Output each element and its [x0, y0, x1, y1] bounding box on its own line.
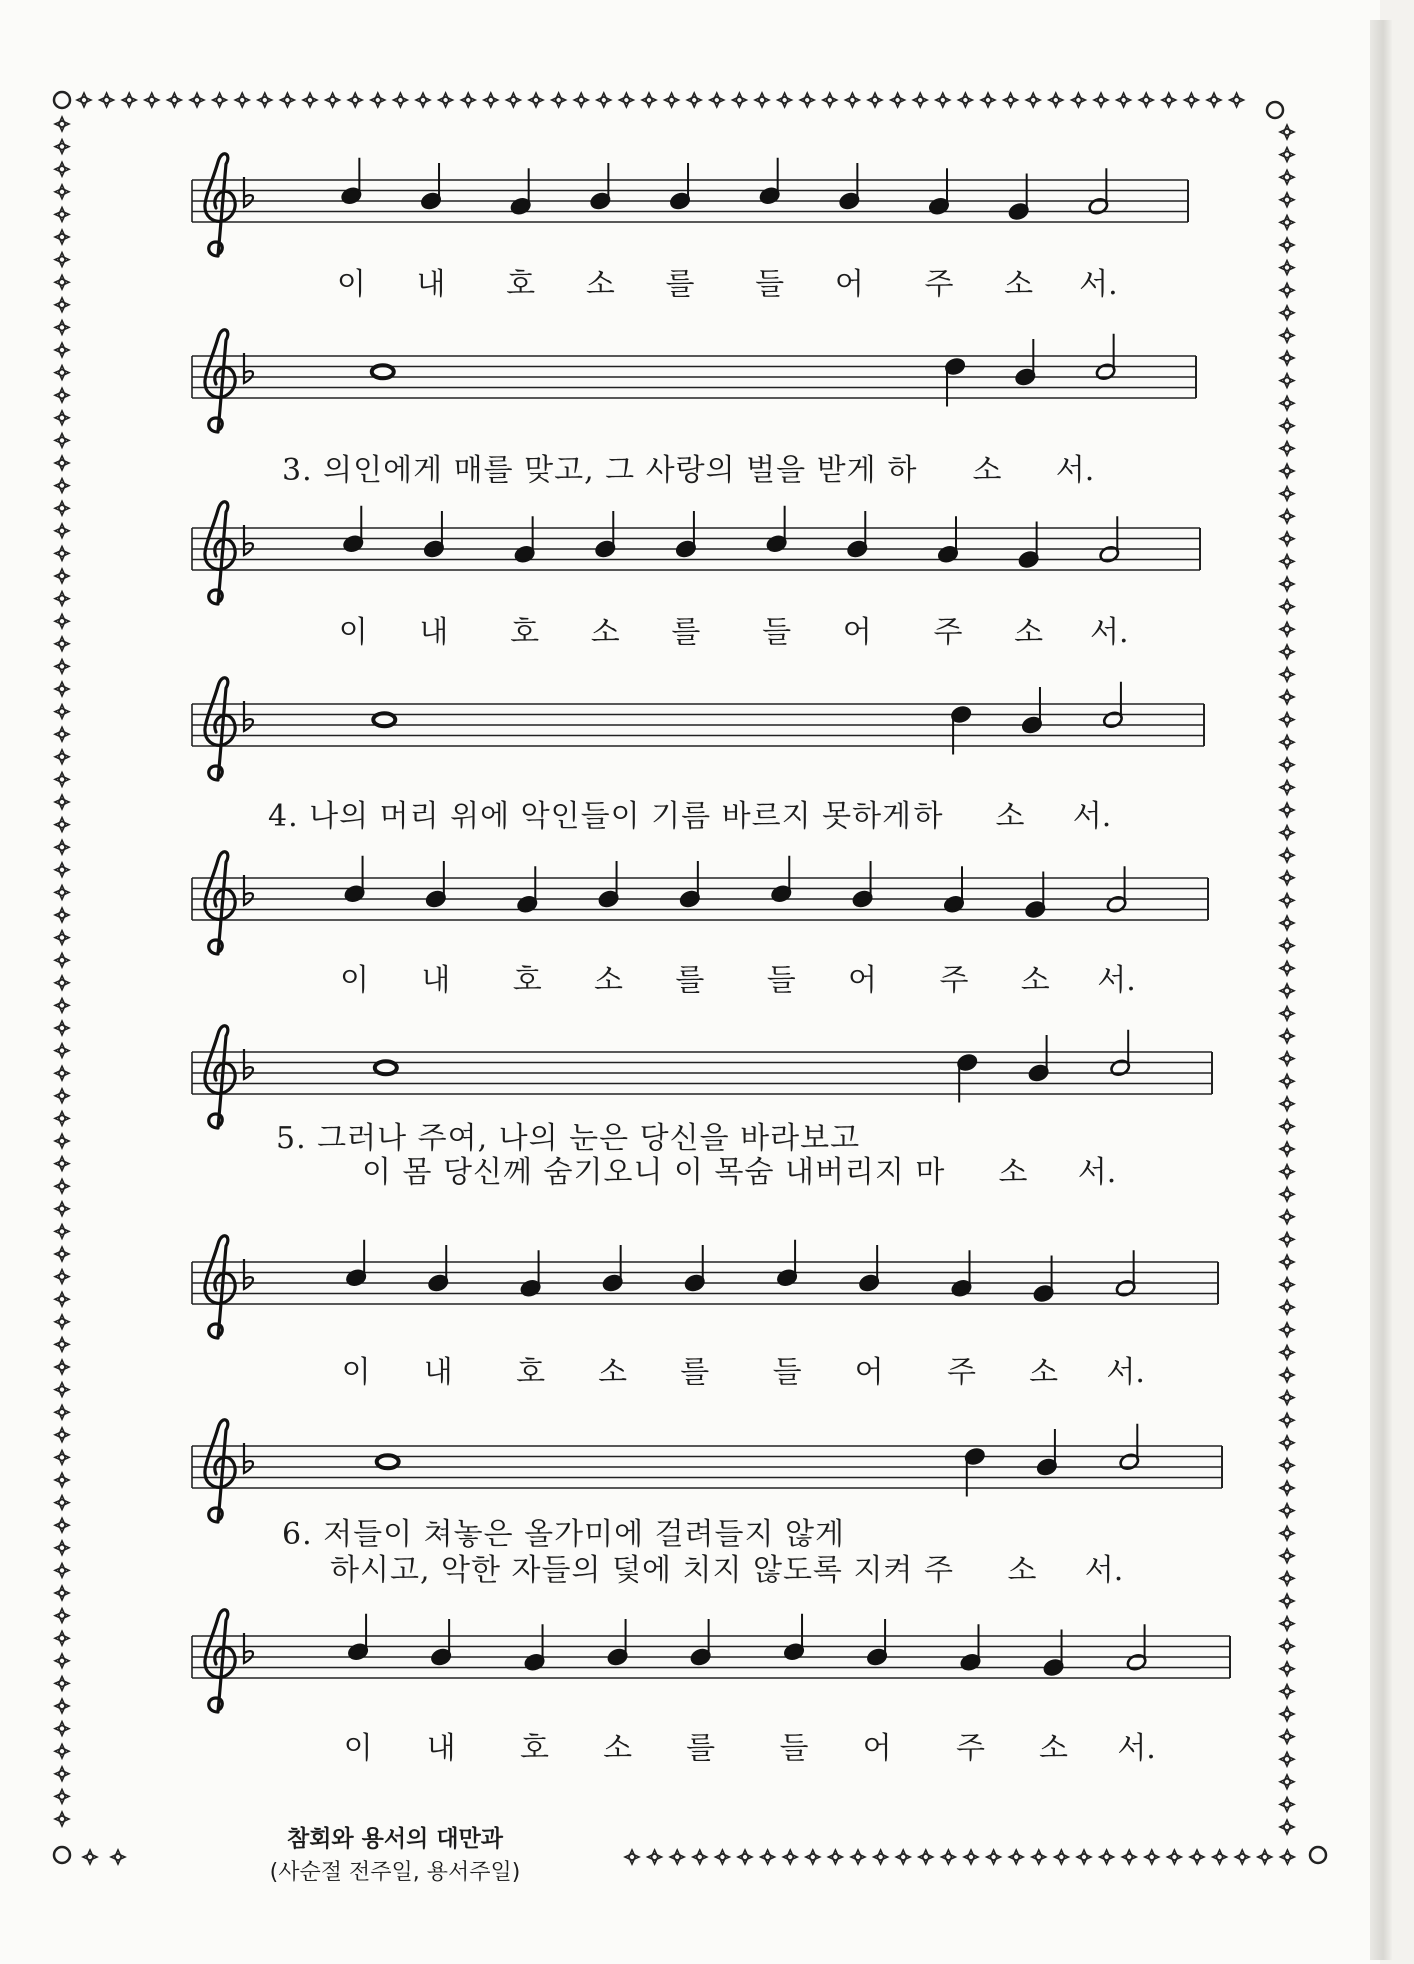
- quarter-note: [343, 506, 365, 553]
- half-note: [1095, 334, 1117, 381]
- refrain-syllable: 들: [766, 963, 796, 998]
- quarter-note: [858, 1245, 880, 1292]
- refrain-syllable: 서.: [1090, 615, 1129, 650]
- quarter-note: [595, 511, 617, 558]
- clef-treble-icon: [205, 502, 235, 604]
- refrain-syllable: 들: [755, 267, 785, 302]
- refrain-syllable: 소: [603, 1731, 633, 1766]
- refrain-syllable: 서.: [1117, 1731, 1156, 1766]
- staff: [192, 704, 1204, 746]
- quarter-note: [951, 1250, 973, 1297]
- refrain-syllable: 내: [416, 267, 446, 302]
- staff: [192, 1446, 1222, 1488]
- quarter-note: [602, 1245, 624, 1292]
- quarter-note: [759, 158, 781, 205]
- whole-note: [375, 1061, 397, 1074]
- verse-6-text-line2: [330, 1553, 954, 1588]
- quarter-note: [937, 516, 959, 563]
- verse-syllable: 서.: [1055, 453, 1095, 488]
- refrain-syllable: 어: [862, 1731, 892, 1766]
- refrain-syllable: 주: [933, 615, 963, 650]
- flat-sign-icon: [244, 1443, 253, 1473]
- refrain-syllable: 호: [516, 1355, 546, 1390]
- refrain-syllable: 소: [594, 963, 624, 998]
- refrain-syllable: 내: [419, 615, 449, 650]
- refrain-syllable: 이: [340, 963, 370, 998]
- verse-line: 저들이 쳐놓은 올가미에 걸려들지 않게: [323, 1517, 845, 1552]
- clef-treble-icon: [205, 1420, 235, 1522]
- quarter-note: [684, 1245, 706, 1292]
- refrain-syllable: 들: [762, 615, 792, 650]
- refrain-syllable: 서.: [1106, 1355, 1145, 1390]
- quarter-note: [950, 705, 972, 754]
- verse-syllable: 소: [998, 1155, 1028, 1190]
- quarter-note: [510, 168, 532, 215]
- refrain-syllable: 내: [426, 1731, 456, 1766]
- verse-5-text-line2: [362, 1155, 946, 1190]
- verse-6-text: [282, 1517, 845, 1552]
- verse-5-text: [276, 1121, 861, 1156]
- flat-sign-icon: [244, 1259, 253, 1289]
- quarter-note: [524, 1624, 546, 1671]
- refrain-syllable: 호: [520, 1731, 550, 1766]
- quarter-note: [669, 163, 691, 210]
- whole-note: [377, 1455, 399, 1468]
- quarter-note: [766, 506, 788, 553]
- quarter-note: [690, 1619, 712, 1666]
- quarter-note: [960, 1624, 982, 1671]
- quarter-note: [607, 1619, 629, 1666]
- quarter-note: [1028, 1035, 1050, 1082]
- refrain-syllable: 를: [671, 615, 701, 650]
- flat-sign-icon: [244, 525, 253, 555]
- clef-treble-icon: [205, 678, 235, 780]
- refrain-syllable: 들: [772, 1355, 802, 1390]
- flat-sign-icon: [244, 353, 253, 383]
- quarter-note: [944, 357, 966, 406]
- quarter-note: [866, 1619, 888, 1666]
- verse-line: 나의 머리 위에 악인들이 기름 바르지 못하게: [309, 799, 913, 834]
- footer-subtitle: (사순절 전주일, 용서주일): [269, 1860, 521, 1885]
- quarter-note: [1021, 687, 1043, 734]
- refrain-syllable: 내: [421, 963, 451, 998]
- clef-treble-icon: [205, 1236, 235, 1338]
- refrain-syllable: 주: [947, 1355, 976, 1390]
- refrain-syllable: 소: [1014, 615, 1044, 650]
- quarter-note: [1015, 339, 1037, 386]
- flat-sign-icon: [244, 875, 253, 905]
- refrain-syllable: 소: [590, 615, 620, 650]
- verse-syllable: 하: [913, 799, 943, 834]
- quarter-note: [847, 511, 869, 558]
- quarter-note: [1036, 1429, 1058, 1476]
- refrain-syllable: 호: [510, 615, 540, 650]
- refrain-syllable: 호: [506, 267, 536, 302]
- quarter-note: [928, 168, 950, 215]
- flat-sign-icon: [244, 1633, 253, 1663]
- refrain-syllable: 호: [512, 963, 542, 998]
- refrain-syllable: 서.: [1079, 267, 1118, 302]
- refrain-syllable: 어: [834, 267, 864, 302]
- verse-line: 하시고, 악한 자들의 덫에 치지 않도록 지켜 주: [330, 1553, 954, 1588]
- whole-note: [373, 713, 395, 726]
- quarter-note: [679, 861, 701, 908]
- quarter-note: [347, 1614, 369, 1661]
- whole-note: [372, 365, 394, 378]
- verse-syllable: 하: [887, 453, 917, 488]
- verse-syllable: 서.: [1072, 799, 1112, 834]
- refrain-syllable: 서.: [1097, 963, 1136, 998]
- verse-number: 3.: [282, 453, 313, 488]
- refrain-syllable: 이: [336, 267, 366, 302]
- quarter-note: [420, 163, 442, 210]
- half-note: [1088, 168, 1110, 215]
- quarter-note: [675, 511, 697, 558]
- half-note: [1119, 1424, 1141, 1471]
- refrain-syllable: 주: [924, 267, 954, 302]
- quarter-note: [776, 1240, 798, 1287]
- quarter-note: [344, 856, 366, 903]
- quarter-note: [783, 1614, 805, 1661]
- flat-sign-icon: [244, 177, 253, 207]
- quarter-note: [964, 1447, 986, 1496]
- clef-treble-icon: [205, 852, 235, 954]
- refrain-syllable: 소: [1004, 267, 1034, 302]
- refrain-syllable: 소: [585, 267, 615, 302]
- verse-line: 의인에게 매를 맞고, 그 사랑의 벌을 받게: [323, 453, 877, 488]
- verse-line: 그러나 주여, 나의 눈은 당신을 바라보고: [317, 1121, 861, 1156]
- refrain-syllable: 소: [1039, 1731, 1069, 1766]
- refrain-syllable: 주: [939, 963, 969, 998]
- quarter-note: [520, 1250, 542, 1297]
- quarter-note: [345, 1240, 367, 1287]
- refrain-syllable: 어: [842, 615, 872, 650]
- verse-syllable: 서.: [1077, 1155, 1117, 1190]
- verse-syllable: 소: [995, 799, 1025, 834]
- refrain-syllable: 어: [848, 963, 878, 998]
- half-note: [1106, 866, 1128, 913]
- refrain-syllable: 소: [1029, 1355, 1059, 1390]
- quarter-note: [943, 866, 965, 913]
- quarter-note: [341, 158, 363, 205]
- refrain-syllable: 들: [779, 1731, 809, 1766]
- refrain-syllable: 소: [598, 1355, 628, 1390]
- verse-line: 이 몸 당신께 숨기오니 이 목숨 내버리지 마: [362, 1155, 946, 1190]
- refrain-syllable: 를: [686, 1731, 716, 1766]
- half-note: [1099, 516, 1121, 563]
- footer-title: 참회와 용서의 대만과: [287, 1826, 503, 1852]
- quarter-note: [839, 163, 861, 210]
- refrain-syllable: 이: [338, 615, 368, 650]
- half-note: [1115, 1250, 1137, 1297]
- staff: [192, 878, 1208, 920]
- quarter-note: [852, 861, 874, 908]
- refrain-syllable: 어: [854, 1355, 884, 1390]
- verse-4-text: [268, 799, 913, 834]
- clef-treble-icon: [205, 1026, 235, 1128]
- refrain-syllable: 를: [680, 1355, 710, 1390]
- clef-treble-icon: [205, 1610, 235, 1712]
- refrain-syllable: 주: [956, 1731, 985, 1766]
- quarter-note: [430, 1619, 452, 1666]
- verse-syllable: 서.: [1084, 1553, 1124, 1588]
- verse-syllable: 소: [1007, 1553, 1037, 1588]
- flat-sign-icon: [244, 701, 253, 731]
- verse-number: 4.: [268, 799, 299, 834]
- staff: [192, 528, 1200, 570]
- half-note: [1109, 1030, 1131, 1077]
- verse-syllable: 소: [972, 453, 1002, 488]
- staff: [192, 356, 1196, 398]
- refrain-syllable: 이: [343, 1731, 373, 1766]
- quarter-note: [598, 861, 620, 908]
- staff: [192, 180, 1188, 222]
- clef-treble-icon: [205, 154, 235, 256]
- staff: [192, 1052, 1212, 1094]
- quarter-note: [514, 516, 536, 563]
- verse-number: 6.: [282, 1517, 313, 1552]
- refrain-syllable: 를: [675, 963, 705, 998]
- verse-number: 5.: [276, 1121, 307, 1156]
- refrain-syllable: 이: [341, 1355, 371, 1390]
- quarter-note: [423, 511, 445, 558]
- staff: [192, 1262, 1218, 1304]
- clef-treble-icon: [205, 330, 235, 432]
- refrain-syllable: 내: [423, 1355, 453, 1390]
- quarter-note: [771, 856, 793, 903]
- refrain-syllable: 를: [665, 267, 695, 302]
- quarter-note: [427, 1245, 449, 1292]
- staff: [192, 1636, 1230, 1678]
- half-note: [1126, 1624, 1148, 1671]
- refrain-syllable: 소: [1020, 963, 1050, 998]
- quarter-note: [517, 866, 539, 913]
- verse-3-text: [282, 453, 877, 488]
- quarter-note: [956, 1053, 978, 1102]
- quarter-note: [425, 861, 447, 908]
- quarter-note: [590, 163, 612, 210]
- half-note: [1102, 682, 1124, 729]
- flat-sign-icon: [244, 1049, 253, 1079]
